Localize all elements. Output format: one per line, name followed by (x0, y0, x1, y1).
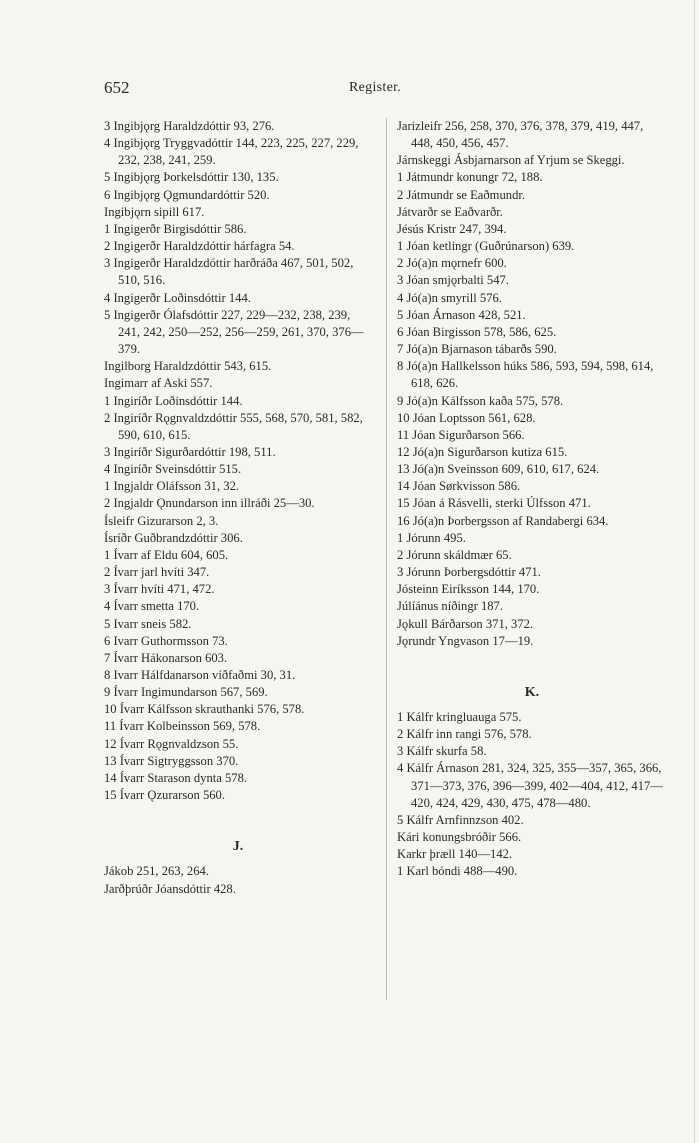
index-entry: 8 Jó(a)n Hallkelsson húks 586, 593, 594, 598, 614, 618, 626. (397, 359, 654, 391)
index-entry: 13 Ívarr Sigtryggsson 370. (104, 753, 239, 768)
right-column (397, 118, 667, 881)
index-entry: 1 Jóan ketlingr (Guðrúnarson) 639. (397, 239, 575, 254)
index-entry: Járnskeggi Ásbjarnarson af Yrjum se Skeggi. (397, 153, 625, 168)
index-entry: Ingibjǫrn sipill 617. (104, 204, 205, 219)
index-entry: 15 Ívarr Ǫzurarson 560. (104, 788, 225, 803)
index-entry: 2 Játmundr se Eaðmundr. (397, 187, 526, 202)
index-entry: 4 Ingiríðr Sveinsdóttir 515. (104, 462, 242, 477)
running-header: Register. (349, 80, 402, 95)
index-entry: Jǫrundr Yngvason 17—19. (397, 633, 534, 648)
index-entry: 5 Jóan Árnason 428, 521. (397, 307, 526, 322)
index-entry: Jósteinn Eiríksson 144, 170. (397, 582, 540, 597)
index-entry: 2 Kálfr inn rangi 576, 578. (397, 727, 532, 742)
index-entry: 2 Ingiríðr Rǫgnvaldzdóttir 555, 568, 570, 581, 582, 590, 610, 615. (104, 410, 363, 442)
index-entry: 11 Ívarr Kolbeinsson 569, 578. (104, 719, 261, 734)
index-entry: 5 Ivarr sneis 582. (104, 616, 192, 631)
index-entry: 3 Ingibjǫrg Haraldzdóttir 93, 276. (104, 119, 275, 133)
index-entry: 1 Ingigerðr Birgisdóttir 586. (104, 221, 247, 236)
index-entry: 3 Ingiríðr Sigurðardóttir 198, 511. (104, 444, 276, 459)
index-entry: 3 Jóan smjǫrbalti 547. (397, 273, 509, 288)
index-entry: 8 Ivarr Hálfdanarson víðfaðmi 30, 31. (104, 668, 296, 682)
index-entry: 5 Kálfr Arnfinnzson 402. (397, 812, 524, 827)
index-entry: Jǫkull Bárðarson 371, 372. (397, 616, 534, 631)
index-entry: 15 Jóan á Rásvelli, sterki Úlfsson 471. (397, 496, 591, 511)
section-heading-k: K. (524, 684, 540, 700)
index-entry: Kári konungsbróðir 566. (397, 830, 522, 845)
index-entry: 3 Jórunn Þorbergsdóttir 471. (397, 565, 541, 580)
index-entry: 2 Ívarr jarl hvíti 347. (104, 565, 210, 580)
index-entry: Jákob 251, 263, 264. (104, 864, 209, 879)
index-entry: 11 Jóan Sigurðarson 566. (397, 427, 525, 442)
index-entry: 9 Ívarr Ingimundarson 567, 569. (104, 685, 268, 700)
index-entry: 1 Karl bóndi 488—490. (397, 864, 518, 879)
index-entry: 2 Ingjaldr Ǫnundarson inn illráði 25—30. (104, 496, 315, 511)
index-entry: Ísleifr Gizurarson 2, 3. (104, 513, 219, 528)
index-entry: 6 Jóan Birgisson 578, 586, 625. (397, 324, 557, 339)
index-entry: 1 Ívarr af Eldu 604, 605. (104, 547, 229, 562)
index-entry: Jésús Kristr 247, 394. (397, 221, 507, 236)
index-entry: Karkr þræll 140—142. (397, 847, 513, 862)
index-entry: 5 Ingigerðr Ólafsdóttir 227, 229—232, 238, 239, 241, 242, 250—252, 256—259, 261, 370, 376—379. (104, 307, 364, 357)
index-entry: 4 Ingigerðr Loðinsdóttir 144. (104, 290, 251, 305)
index-list-k (397, 709, 667, 881)
index-entry: Ingimarr af Aski 557. (104, 376, 213, 391)
index-entry: 16 Jó(a)n Þorbergsson af Randabergi 634. (397, 513, 609, 528)
index-entry: Ingilborg Haraldzdóttir 543, 615. (104, 359, 272, 374)
index-entry: 14 Ívarr Starason dynta 578. (104, 770, 248, 785)
index-entry: 4 Ívarr smetta 170. (104, 599, 200, 614)
page-number: 652 (104, 78, 130, 97)
index-entry: 10 Ívarr Kálfsson skrauthanki 576, 578. (104, 702, 305, 717)
index-entry: 2 Jó(a)n mǫrnefr 600. (397, 256, 507, 271)
left-column (104, 118, 372, 898)
index-list-j-start (104, 863, 372, 897)
index-entry: 12 Jó(a)n Sigurðarson kutiza 615. (397, 444, 568, 459)
index-entry: Júlíánus níðingr 187. (397, 599, 503, 614)
index-entry: 13 Jó(a)n Sveinsson 609, 610, 617, 624. (397, 462, 600, 477)
index-entry: 4 Jó(a)n smyrill 576. (397, 290, 502, 305)
index-entry: 14 Jóan Sørkvisson 586. (397, 479, 521, 494)
section-heading-j: J. (232, 839, 244, 855)
index-entry: Játvarðr se Eaðvarðr. (397, 204, 503, 219)
index-entry: Jarðþrúðr Jóansdóttir 428. (104, 881, 236, 896)
index-list-j (397, 118, 667, 650)
index-entry: 1 Ingjaldr Oláfsson 31, 32. (104, 479, 240, 494)
index-entry: 1 Ingiríðr Loðinsdóttir 144. (104, 393, 243, 408)
index-entry: 7 Jó(a)n Bjarnason tábarðs 590. (397, 342, 557, 357)
index-entry: 3 Ívarr hvíti 471, 472. (104, 582, 215, 597)
index-entry: 12 Ívarr Rǫgnvaldzson 55. (104, 736, 239, 751)
index-entry: 2 Jórunn skáldmær 65. (397, 547, 512, 562)
index-entry: 1 Kálfr kringluauga 575. (397, 710, 522, 724)
index-entry: 4 Ingibjǫrg Tryggvadóttir 144, 223, 225, 227, 229, 232, 238, 241, 259. (104, 136, 359, 168)
page-edge (694, 0, 695, 1143)
index-entry: 5 Ingibjǫrg Þorkelsdóttir 130, 135. (104, 170, 279, 185)
index-entry: 9 Jó(a)n Kálfsson kaða 575, 578. (397, 393, 564, 408)
index-entry: Ísríðr Guðbrandzdóttir 306. (104, 530, 243, 545)
index-entry: 10 Jóan Loptsson 561, 628. (397, 410, 536, 425)
index-entry: 6 Ingibjǫrg Ǫgmundardóttir 520. (104, 187, 270, 202)
index-list-i (104, 118, 372, 804)
index-entry: 6 Ivarr Guthormsson 73. (104, 633, 228, 648)
index-entry: 3 Ingigerðr Haraldzdóttir harðráða 467, 501, 502, 510, 516. (104, 256, 354, 288)
index-entry: 4 Kálfr Árnason 281, 324, 325, 355—357, 365, 366, 371—373, 376, 396—399, 402—404, 412, 417—420, 424, 429, 430, 475, 478—480. (397, 761, 663, 810)
index-entry: 3 Kálfr skurfa 58. (397, 744, 487, 759)
index-entry: 1 Játmundr konungr 72, 188. (397, 170, 543, 185)
index-entry: 2 Ingigerðr Haraldzdóttir hárfagra 54. (104, 239, 295, 254)
column-divider (386, 118, 387, 1000)
index-entry: Jarizleifr 256, 258, 370, 376, 378, 379, 419, 447, 448, 450, 456, 457. (397, 119, 644, 151)
index-entry: 1 Jórunn 495. (397, 530, 466, 545)
index-entry: 7 Ívarr Hákonarson 603. (104, 650, 228, 665)
